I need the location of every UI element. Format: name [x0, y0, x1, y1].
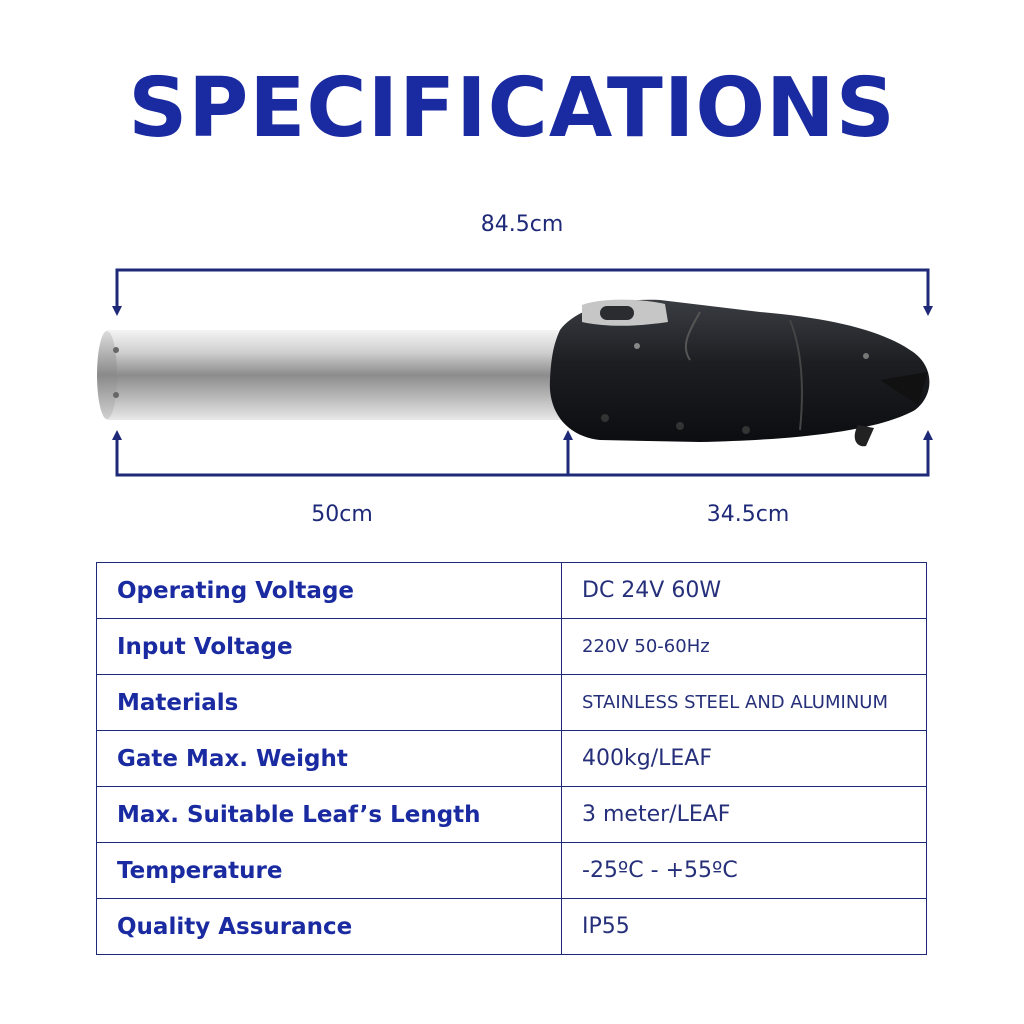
total-dimension-bracket — [117, 270, 928, 310]
table-row — [97, 731, 927, 787]
spec-label: Quality Assurance — [97, 899, 562, 955]
spec-value: IP55 — [562, 899, 927, 955]
arrow-up-middle-icon — [563, 430, 573, 440]
spec-label: Materials — [97, 675, 562, 731]
arrow-up-left-icon — [112, 430, 122, 440]
spec-value: DC 24V 60W — [562, 563, 927, 619]
spec-label: Gate Max. Weight — [97, 731, 562, 787]
spec-value: -25ºC - +55ºC — [562, 843, 927, 899]
table-row — [97, 787, 927, 843]
spec-value: 400kg/LEAF — [562, 731, 927, 787]
spec-value: 3 meter/LEAF — [562, 787, 927, 843]
specifications-table — [96, 562, 927, 955]
motor-housing — [550, 300, 930, 447]
tube-length-label: 50cm — [311, 502, 373, 527]
spec-label: Input Voltage — [97, 619, 562, 675]
arrow-down-right-icon — [923, 306, 933, 316]
table-row — [97, 675, 927, 731]
table-row — [97, 899, 927, 955]
page-title: SPECIFICATIONS — [128, 61, 896, 156]
table-row — [97, 619, 927, 675]
aluminum-tube — [97, 330, 573, 420]
spec-label: Max. Suitable Leaf’s Length — [97, 787, 562, 843]
spec-label: Operating Voltage — [97, 563, 562, 619]
total-length-label: 84.5cm — [480, 212, 564, 237]
spec-label: Temperature — [97, 843, 562, 899]
arrow-down-left-icon — [112, 306, 122, 316]
tube-dimension-bracket — [117, 438, 568, 475]
spec-value: STAINLESS STEEL AND ALUMINUM — [562, 675, 927, 731]
motor-length-label: 34.5cm — [706, 502, 790, 527]
arrow-up-right-icon — [923, 430, 933, 440]
table-row — [97, 563, 927, 619]
spec-value: 220V 50-60Hz — [562, 619, 927, 675]
motor-dimension-bracket — [568, 438, 928, 475]
table-row — [97, 843, 927, 899]
